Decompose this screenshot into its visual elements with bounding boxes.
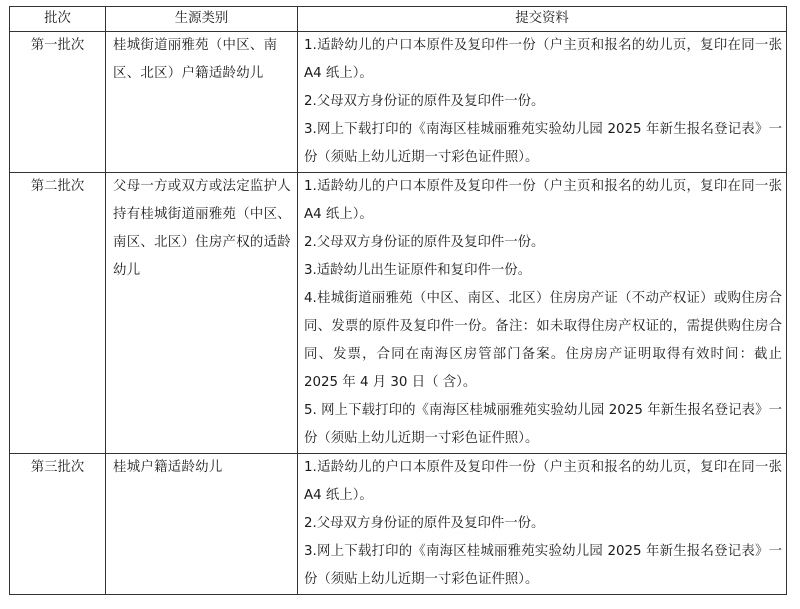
list-item: 2.父母双方身份证的原件及复印件一份。 xyxy=(304,516,545,531)
batch-cell: 第二批次 xyxy=(10,173,106,454)
list-item: 3.网上下载打印的《南海区桂城丽雅苑实验幼儿园 2025 年新生报名登记表》一份（须贴上幼儿近期一寸彩色证件照）。 xyxy=(304,544,782,587)
list-item: 1.适龄幼儿的户口本原件及复印件一份（户主页和报名的幼儿页，复印在同一张 A4 纸上）。 xyxy=(304,179,782,222)
category-cell: 父母一方或双方或法定监护人持有桂城街道丽雅苑（中区、南区、北区）住房产权的适龄幼儿 xyxy=(106,173,298,454)
list-item: 4.桂城街道丽雅苑（中区、南区、北区）住房房产证（不动产权证）或购住房合同、发票的原件及复印件一份。备注：如未取得住房产权证的，需提供购住房合同、发票，合同在南海区房管部门备案。住房房产证明取得有效时间：截止 2025 年 4 月 30 日（ 含）。 xyxy=(304,291,782,390)
list-item: 3.网上下载打印的《南海区桂城丽雅苑实验幼儿园 2025 年新生报名登记表》一份（须贴上幼儿近期一寸彩色证件照）。 xyxy=(304,122,782,165)
category-cell: 桂城街道丽雅苑（中区、南区、北区）户籍适龄幼儿 xyxy=(106,32,298,173)
category-cell: 桂城户籍适龄幼儿 xyxy=(106,454,298,595)
list-item: 2.父母双方身份证的原件及复印件一份。 xyxy=(304,94,545,109)
header-row xyxy=(10,7,787,32)
list-item: 2.父母双方身份证的原件及复印件一份。 xyxy=(304,235,545,250)
header-batch: 批次 xyxy=(10,7,106,32)
materials-cell xyxy=(298,173,787,454)
list-item: 1.适龄幼儿的户口本原件及复印件一份（户主页和报名的幼儿页，复印在同一张 A4 纸上）。 xyxy=(304,460,782,503)
batch-cell: 第三批次 xyxy=(10,454,106,595)
table-row xyxy=(10,454,787,595)
table-row xyxy=(10,173,787,454)
table-row xyxy=(10,32,787,173)
materials-cell xyxy=(298,32,787,173)
list-item: 3.适龄幼儿出生证原件和复印件一份。 xyxy=(304,263,532,278)
header-category: 生源类别 xyxy=(106,7,298,32)
list-item: 5. 网上下载打印的《南海区桂城丽雅苑实验幼儿园 2025 年新生报名登记表》一份（须贴上幼儿近期一寸彩色证件照）。 xyxy=(304,403,782,446)
enrollment-materials-table xyxy=(9,6,787,595)
batch-cell: 第一批次 xyxy=(10,32,106,173)
list-item: 1.适龄幼儿的户口本原件及复印件一份（户主页和报名的幼儿页，复印在同一张 A4 纸上）。 xyxy=(304,38,782,81)
materials-cell xyxy=(298,454,787,595)
header-materials: 提交资料 xyxy=(298,7,787,32)
